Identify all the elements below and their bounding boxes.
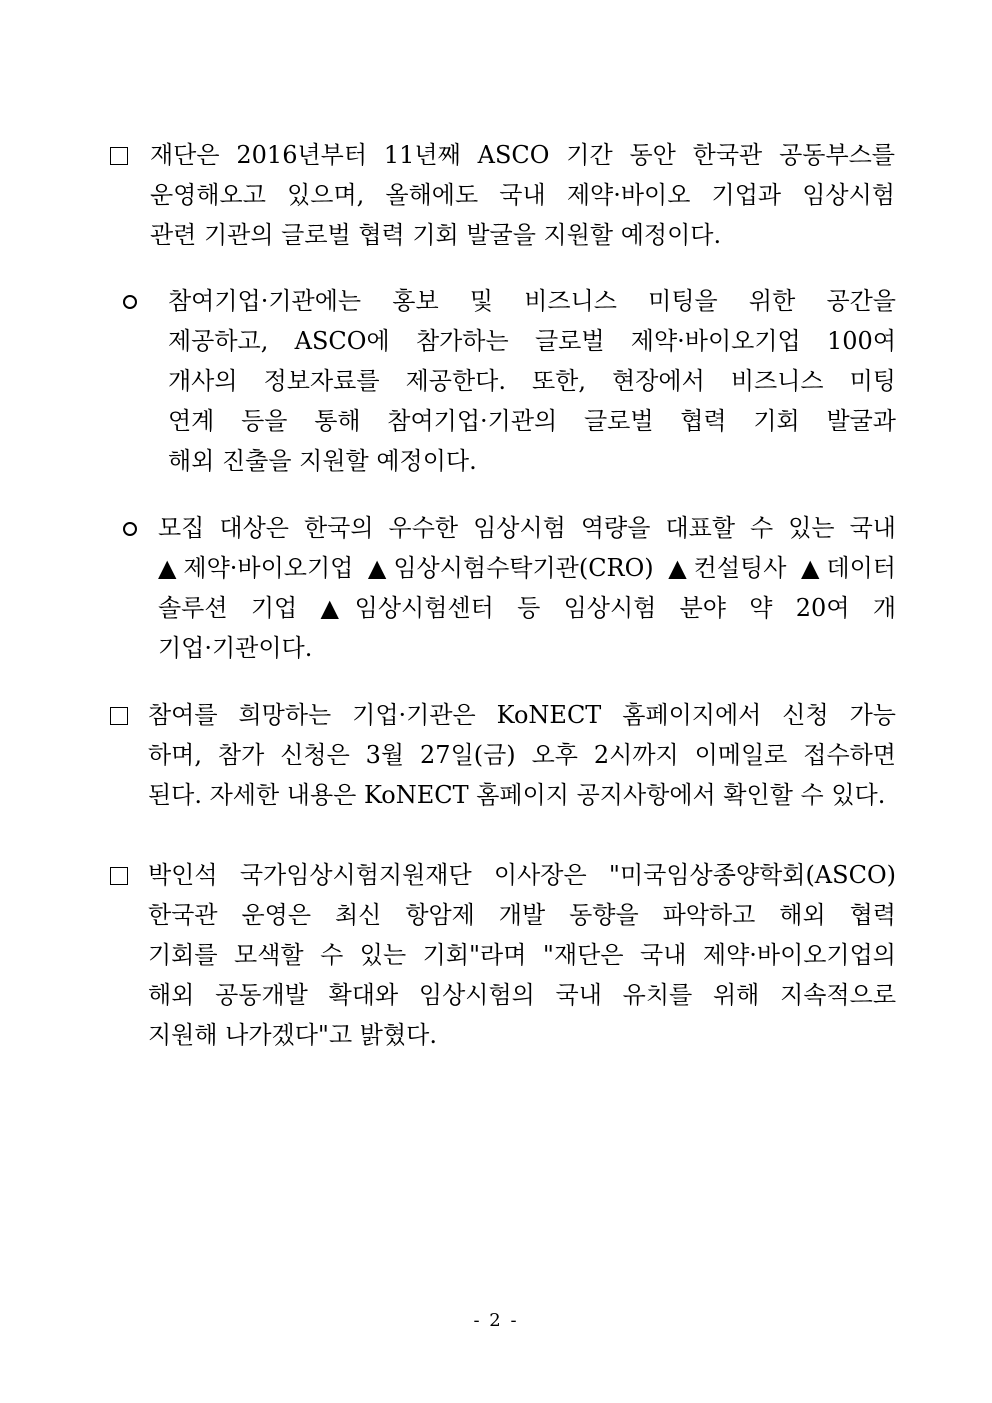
box-bullet-icon: [110, 707, 128, 725]
paragraph-line: 관련 기관의 글로벌 협력 기회 발굴을 지원할 예정이다.: [150, 221, 722, 249]
box-bullet-icon: [110, 147, 128, 165]
paragraph-line: 모집 대상은 한국의 우수한 임상시험 역량을 대표할 수 있는 국내: [158, 514, 896, 542]
paragraph-line: 솔루션 기업 ▲임상시험센터 등 임상시험 분야 약 20여 개: [158, 594, 896, 622]
paragraph-line: 해외 공동개발 확대와 임상시험의 국내 유치를 위해 지속적으로: [148, 981, 896, 1009]
circle-bullet-icon: [123, 522, 137, 536]
paragraph-line: 기업·기관이다.: [158, 634, 313, 662]
paragraph-line: 지원해 나가겠다"고 밝혔다.: [148, 1021, 437, 1049]
paragraph-line: 참여기업·기관에는 홍보 및 비즈니스 미팅을 위한 공간을: [168, 287, 896, 315]
paragraph-line: 개사의 정보자료를 제공한다. 또한, 현장에서 비즈니스 미팅: [168, 367, 896, 395]
paragraph-line: 기회를 모색할 수 있는 기회"라며 "재단은 국내 제약·바이오기업의: [148, 941, 896, 969]
paragraph-line: 운영해오고 있으며, 올해에도 국내 제약·바이오 기업과 임상시험: [150, 181, 895, 209]
paragraph-line: ▲제약·바이오기업 ▲임상시험수탁기관(CRO) ▲컨설팅사 ▲데이터: [158, 554, 896, 582]
paragraph-line: 참여를 희망하는 기업·기관은 KoNECT 홈페이지에서 신청 가능: [148, 701, 896, 729]
paragraph-line: 연계 등을 통해 참여기업·기관의 글로벌 협력 기회 발굴과: [168, 407, 896, 435]
paragraph-line: 제공하고, ASCO에 참가하는 글로벌 제약·바이오기업 100여: [168, 327, 896, 355]
paragraph-line: 하며, 참가 신청은 3월 27일(금) 오후 2시까지 이메일로 접수하면: [148, 741, 896, 769]
paragraph-line: 재단은 2016년부터 11년째 ASCO 기간 동안 한국관 공동부스를: [150, 141, 895, 169]
circle-bullet-icon: [123, 295, 137, 309]
page-number: - 2 -: [473, 1310, 519, 1331]
box-bullet-icon: [110, 867, 128, 885]
paragraph-line: 된다. 자세한 내용은 KoNECT 홈페이지 공지사항에서 확인할 수 있다.: [148, 781, 886, 809]
paragraph-line: 해외 진출을 지원할 예정이다.: [168, 447, 477, 475]
paragraph-line: 박인석 국가임상시험지원재단 이사장은 "미국임상종양학회(ASCO): [148, 861, 896, 889]
paragraph-line: 한국관 운영은 최신 항암제 개발 동향을 파악하고 해외 협력: [148, 901, 896, 929]
